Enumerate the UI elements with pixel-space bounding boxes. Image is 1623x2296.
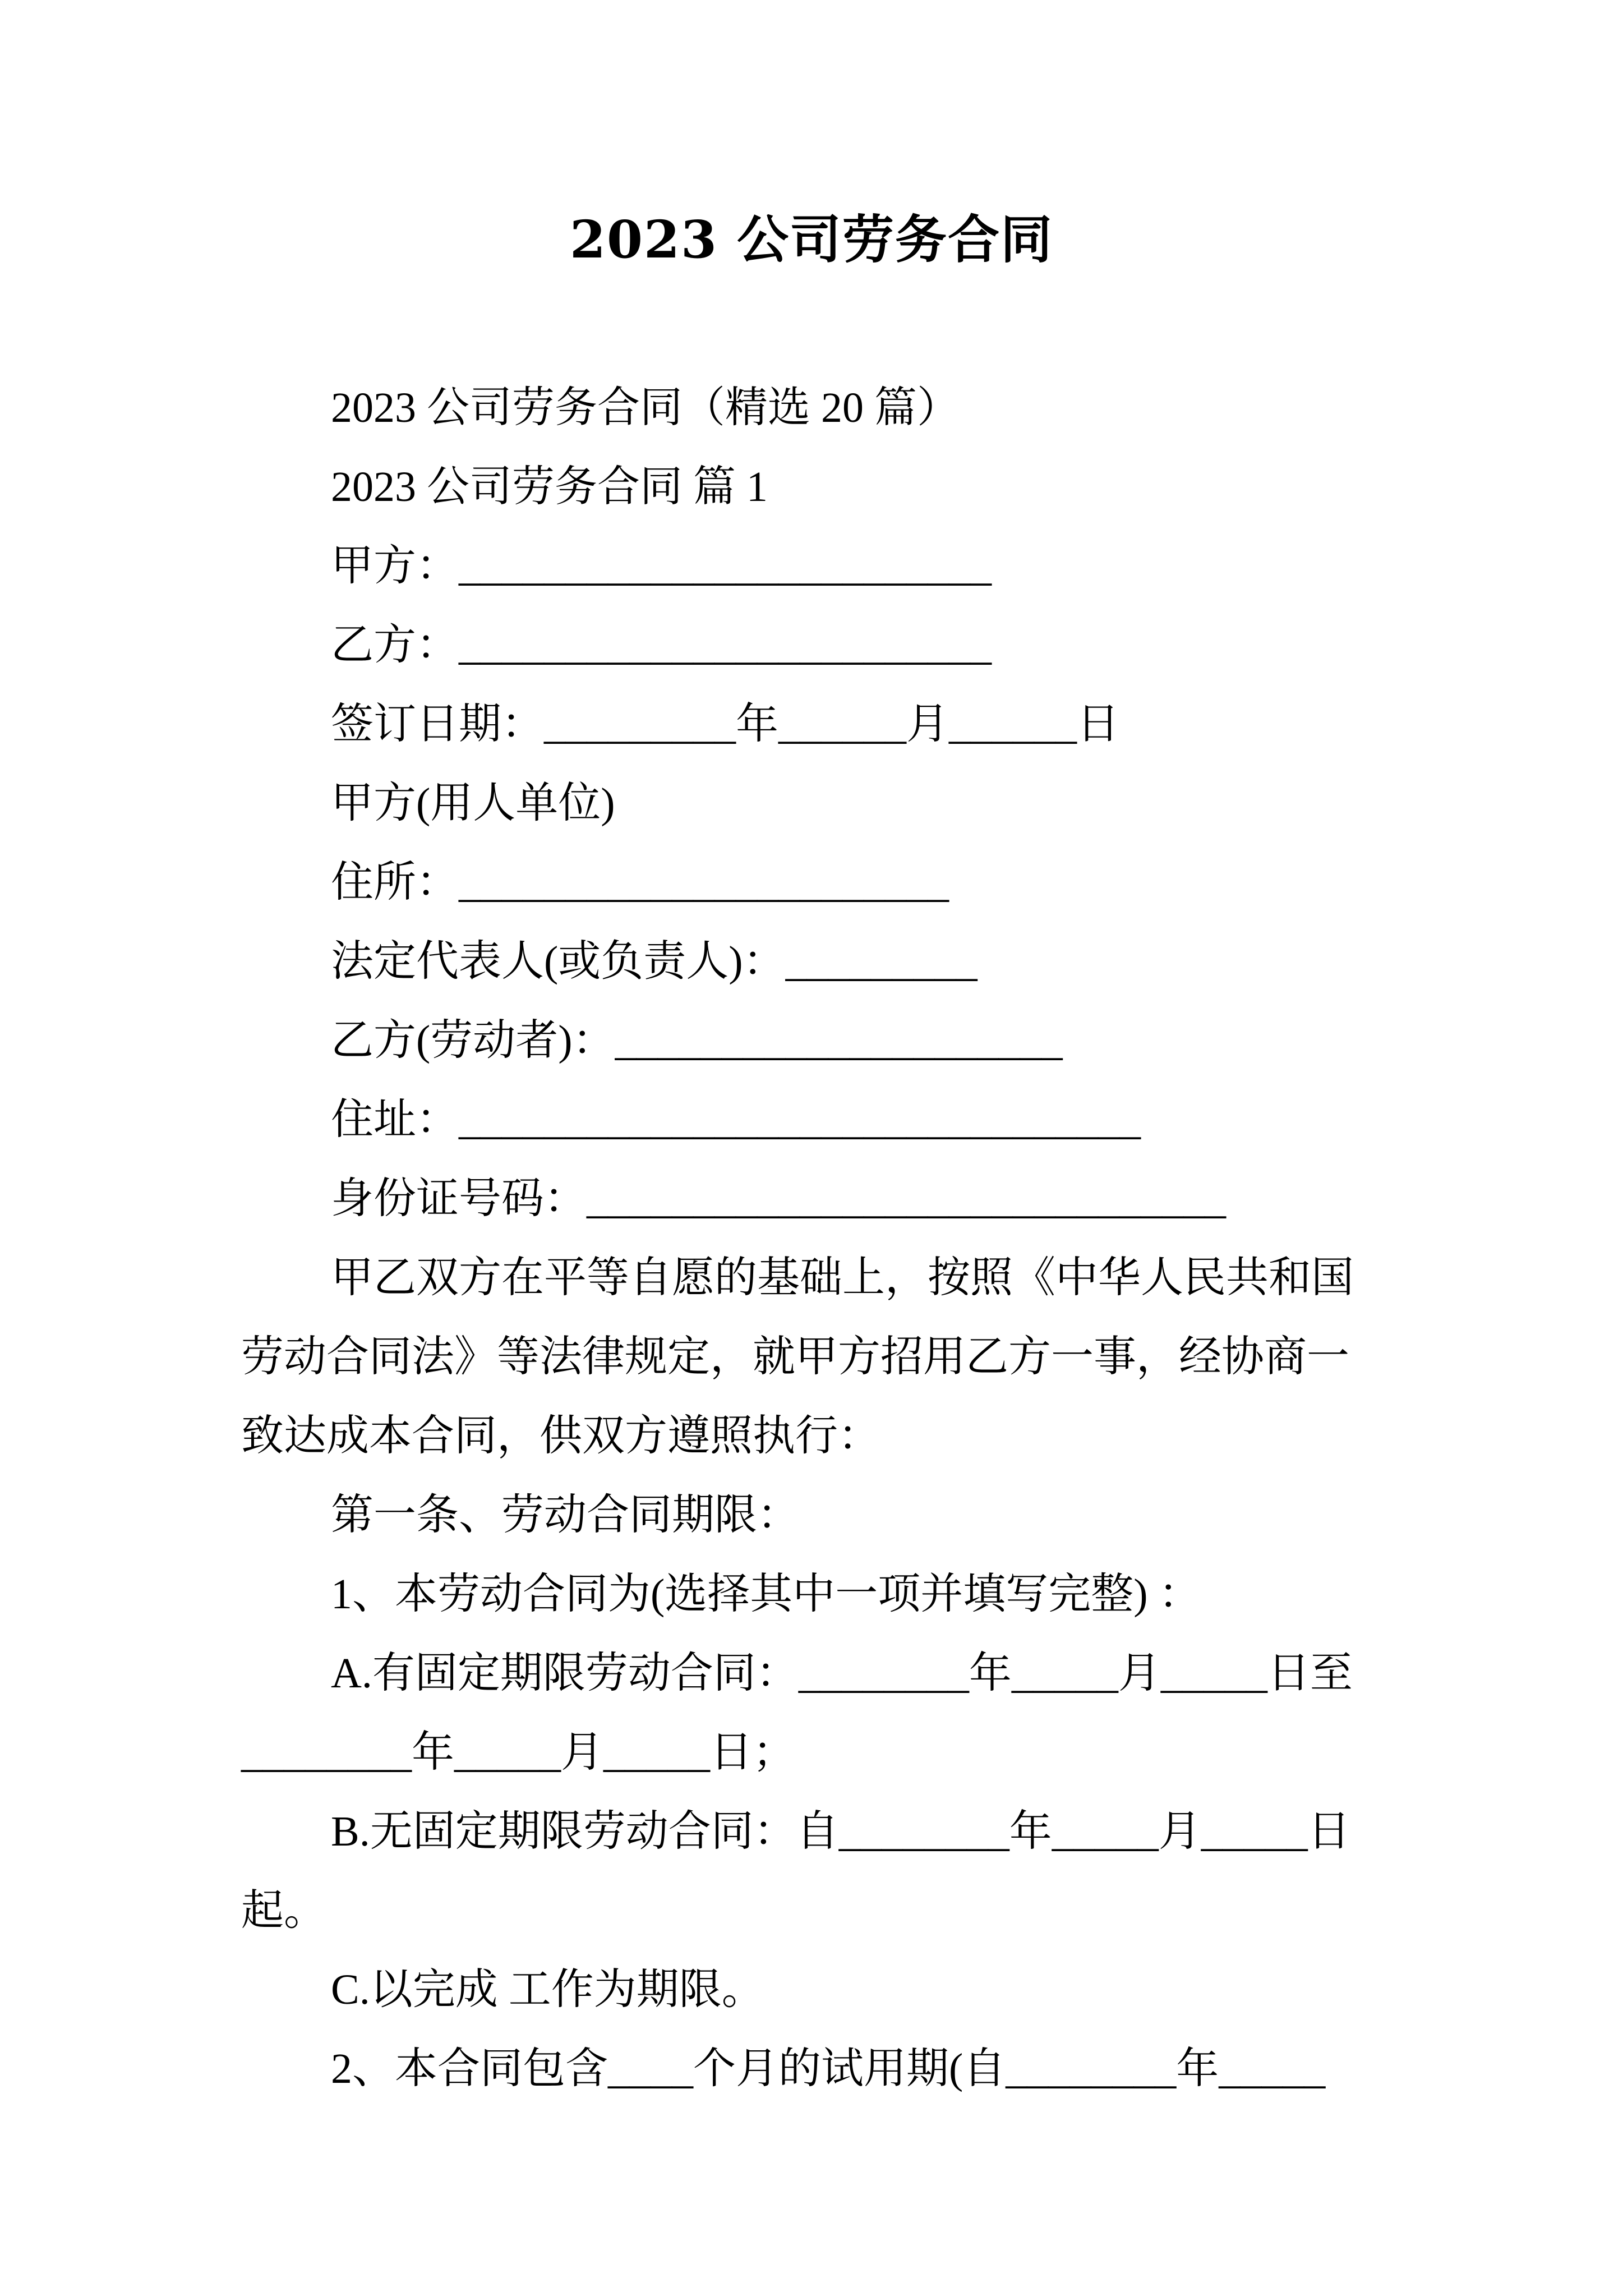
document-body <box>0 369 1623 2109</box>
line-clause-2: 2、本合同包含____个月的试用期(自________年_____ <box>331 2045 1326 2092</box>
line-preamble-2: 劳动合同法》等法律规定，就甲方招用乙方一事，经协商一 <box>241 1333 1349 1381</box>
line-clause-1: 1、本劳动合同为(选择其中一项并填写完整) ： <box>331 1571 1201 1618</box>
line-party-a-label: 甲方(用人单位) <box>331 780 615 827</box>
line-collection-title: 2023 公司劳务合同（精选 20 篇） <box>331 384 960 431</box>
line-preamble-1: 甲乙双方在平等自愿的基础上，按照《中华人民共和国 <box>331 1254 1354 1301</box>
line-option-a: A.有固定期限劳动合同：________年_____月_____日至 <box>331 1650 1353 1697</box>
line-piece-heading: 2023 公司劳务合同 篇 1 <box>331 463 768 510</box>
line-option-c: C.以完成 工作为期限。 <box>331 1966 764 2013</box>
line-party-a-blank: 甲方：_________________________ <box>331 542 992 590</box>
document-title: 2023 公司劳务合同 <box>569 209 1054 270</box>
line-option-b: B.无固定期限劳动合同：自________年_____月_____日 <box>331 1808 1350 1855</box>
line-id-number: 身份证号码：______________________________ <box>331 1175 1226 1222</box>
line-party-b-blank: 乙方：_________________________ <box>331 622 992 669</box>
line-option-a-continued: ________年_____月_____日； <box>241 1729 795 1776</box>
line-option-b-continued: 起。 <box>241 1887 326 1934</box>
line-preamble-3: 致达成本合同，供双方遵照执行： <box>241 1412 880 1460</box>
line-worker-address: 住址：________________________________ <box>331 1096 1141 1143</box>
line-legal-representative: 法定代表人(或负责人)：_________ <box>331 938 978 985</box>
line-sign-date: 签订日期：_________年______月______日 <box>331 701 1119 748</box>
line-party-b-label: 乙方(劳动者)：_____________________ <box>331 1017 1063 1064</box>
line-article-1-heading: 第一条、劳动合同期限： <box>331 1492 800 1539</box>
line-employer-address: 住所：_______________________ <box>331 859 949 906</box>
